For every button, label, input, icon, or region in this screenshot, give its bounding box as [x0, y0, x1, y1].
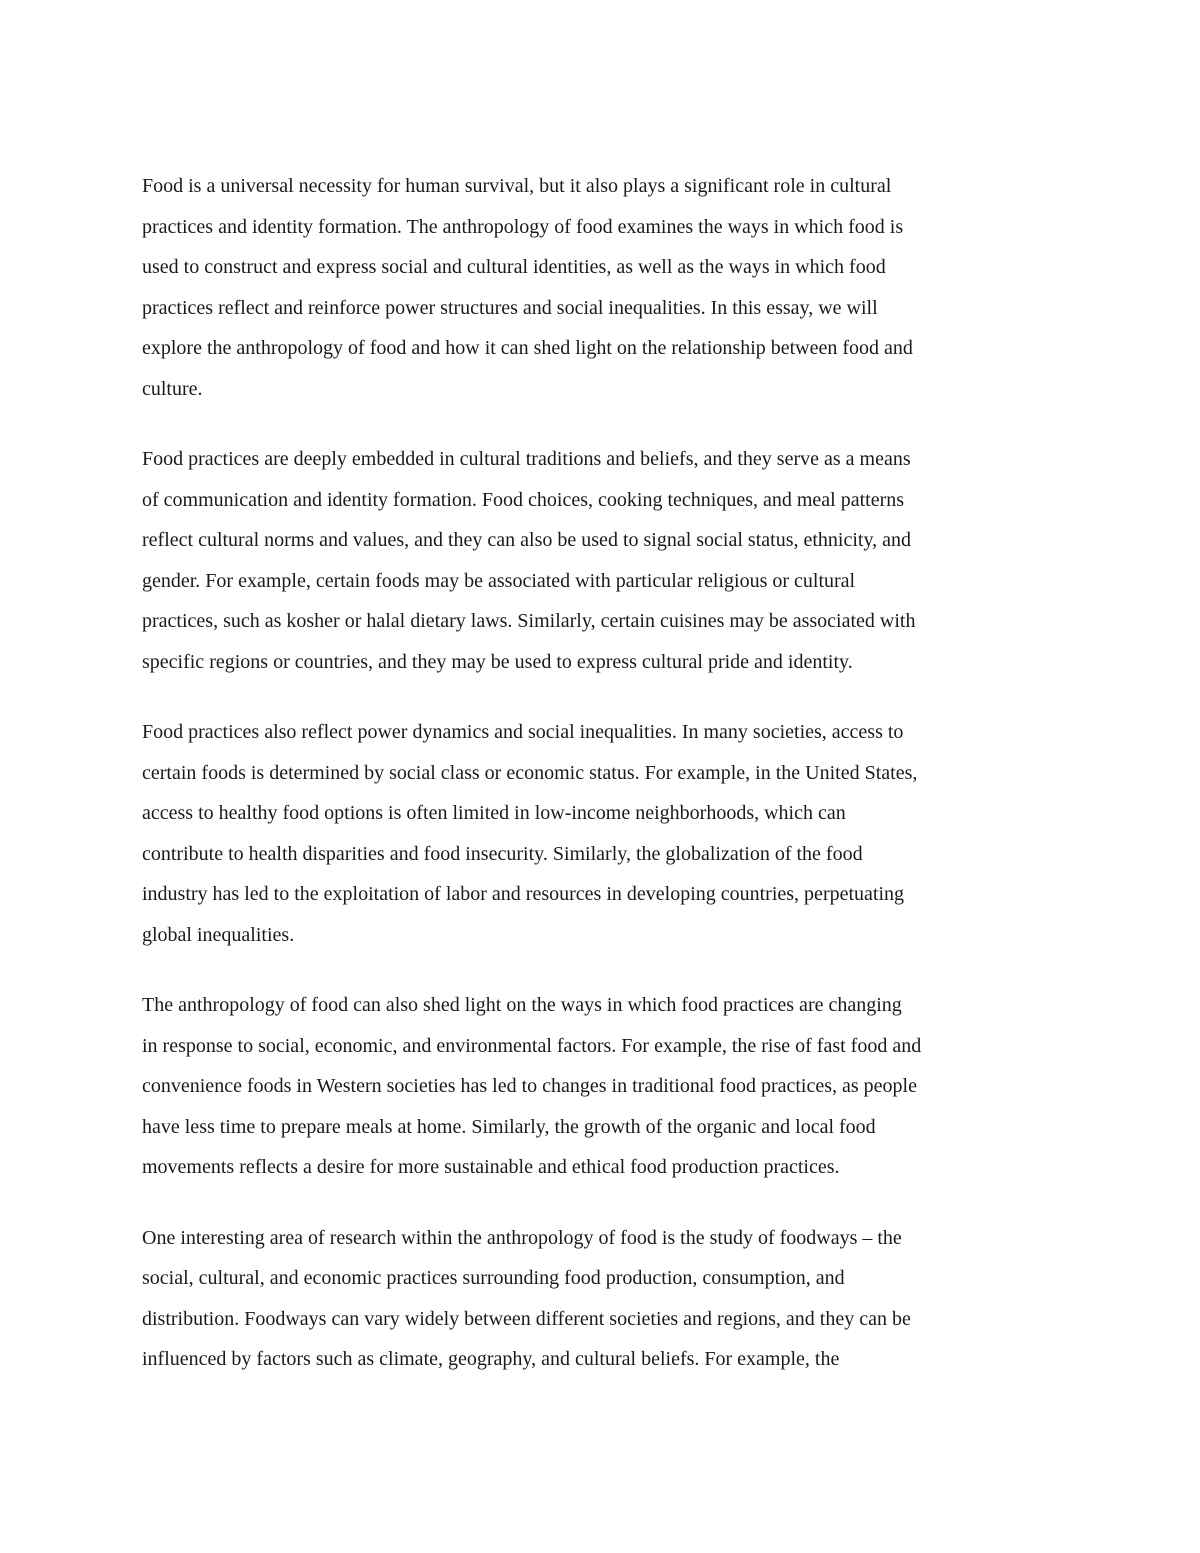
text-line: gender. For example, certain foods may be associated with particular religious or cultural	[142, 569, 856, 592]
text-line: practices, such as kosher or halal dietary laws. Similarly, certain cuisines may be associated with	[142, 610, 916, 632]
text-line: explore the anthropology of food and how it can shed light on the relationship between food and	[142, 337, 913, 359]
text-line: practices reflect and reinforce power structures and social inequalities. In this essay, we will	[142, 296, 878, 319]
text-line: used to construct and express social and cultural identities, as well as the ways in which food	[142, 256, 886, 278]
text-line: One interesting area of research within the anthropology of food is the study of foodways – the	[142, 1226, 902, 1249]
paragraph-1	[142, 166, 1072, 409]
text-line: have less time to prepare meals at home. Similarly, the growth of the organic and local food	[142, 1115, 876, 1138]
text-line: Food practices also reflect power dynamics and social inequalities. In many societies, access to	[142, 721, 904, 743]
text-line: in response to social, economic, and environmental factors. For example, the rise of fast food and	[142, 1034, 922, 1057]
text-line: The anthropology of food can also shed light on the ways in which food practices are changing	[142, 994, 902, 1016]
text-line: global inequalities.	[142, 923, 295, 946]
text-line: movements reflects a desire for more sustainable and ethical food production practices.	[142, 1156, 840, 1178]
document-body	[142, 166, 1072, 1410]
text-line: of communication and identity formation. Food choices, cooking techniques, and meal patterns	[142, 488, 905, 511]
text-line: Food is a universal necessity for human survival, but it also plays a significant role in cultural	[142, 175, 892, 197]
text-line: reflect cultural norms and values, and they can also be used to signal social status, ethnicity, and	[142, 529, 912, 551]
text-line: influenced by factors such as climate, geography, and cultural beliefs. For example, the	[142, 1348, 840, 1370]
text-line: practices and identity formation. The anthropology of food examines the ways in which food is	[142, 215, 904, 238]
paragraph-4	[142, 985, 1072, 1188]
text-line: certain foods is determined by social class or economic status. For example, in the United States,	[142, 761, 918, 784]
text-line: social, cultural, and economic practices surrounding food production, consumption, and	[142, 1267, 845, 1289]
text-line: contribute to health disparities and food insecurity. Similarly, the globalization of the food	[142, 842, 863, 865]
text-line: Food practices are deeply embedded in cultural traditions and beliefs, and they serve as a means	[142, 448, 911, 470]
text-line: specific regions or countries, and they may be used to express cultural pride and identity.	[142, 650, 853, 673]
text-line: industry has led to the exploitation of labor and resources in developing countries, perpetuating	[142, 883, 905, 905]
text-line: access to healthy food options is often limited in low-income neighborhoods, which can	[142, 802, 846, 824]
paragraph-2	[142, 439, 1072, 682]
text-line: convenience foods in Western societies has led to changes in traditional food practices, as people	[142, 1075, 917, 1097]
paragraph-5	[142, 1218, 1072, 1380]
text-line: distribution. Foodways can vary widely between different societies and regions, and they can be	[142, 1307, 911, 1330]
paragraph-3	[142, 712, 1072, 955]
text-line: culture.	[142, 377, 203, 400]
